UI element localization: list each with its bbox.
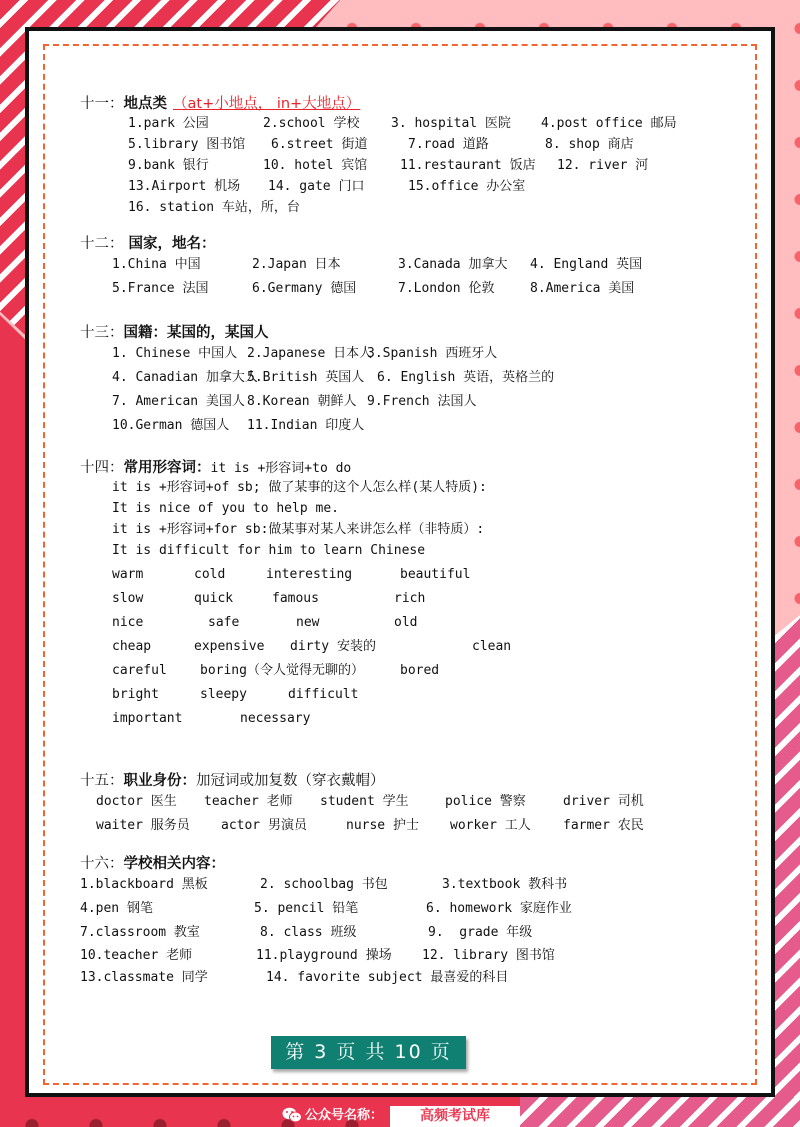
section-heading: 地点类 <box>123 96 167 112</box>
vocab-item: 10. hotel 宾馆 <box>263 158 368 173</box>
vocab-item: 2.Japan 日本 <box>252 257 341 272</box>
vocab-item: 4. Canadian 加拿大人 <box>112 370 258 385</box>
vocab-row <box>112 707 730 731</box>
section-title <box>80 769 730 790</box>
vocab-item: 1.park 公园 <box>128 116 209 131</box>
vocab-item: necessary <box>240 711 311 726</box>
section-heading: 职业身份： <box>123 773 196 789</box>
section-title <box>80 456 730 477</box>
vocab-row <box>80 897 730 921</box>
vocab-row <box>112 390 730 414</box>
section-places <box>80 92 730 218</box>
grammar-line: It is difficult for him to learn Chinese <box>112 543 426 558</box>
section-note: （at+小地点， in+大地点） <box>173 96 361 112</box>
vocab-item: nurse 护士 <box>346 818 419 833</box>
section-number: 十六： <box>80 856 124 872</box>
vocab-item: beautiful <box>400 567 471 582</box>
vocab-item: 8. class 班级 <box>260 925 357 940</box>
vocab-item: 4. England 英国 <box>530 257 643 272</box>
vocab-item: 12. library 图书馆 <box>422 948 555 963</box>
vocab-item: 4.pen 钢笔 <box>80 901 153 916</box>
vocab-row <box>80 873 730 897</box>
vocab-item: important <box>112 711 183 726</box>
vocab-item: 10.German 德国人 <box>112 418 230 433</box>
vocab-item: 2. schoolbag 书包 <box>260 877 388 892</box>
border-right-bottom-stripes <box>775 615 800 1127</box>
vocab-item: nice <box>112 615 144 630</box>
section-heading: 常用形容词： <box>123 460 211 476</box>
vocab-item: 1.China 中国 <box>112 257 201 272</box>
section-subheading: 加冠词或加复数（穿衣戴帽） <box>196 773 385 789</box>
border-left-top-stripes <box>0 0 25 335</box>
vocab-item: 14. favorite subject 最喜爱的科目 <box>266 970 509 985</box>
vocab-item: 9. grade 年级 <box>428 925 533 940</box>
vocab-item: 8.America 美国 <box>530 281 635 296</box>
vocab-row <box>112 366 730 390</box>
vocab-item: 6.Germany 德国 <box>252 281 357 296</box>
vocab-row <box>128 176 730 197</box>
vocab-row <box>112 563 730 587</box>
vocab-item: 10.teacher 老师 <box>80 948 193 963</box>
vocab-row <box>128 155 730 176</box>
vocab-item: 9.bank 银行 <box>128 158 209 173</box>
section-heading: 学校相关内容： <box>123 856 225 872</box>
section-school <box>80 852 730 989</box>
vocab-item: 5.British 英国人 <box>247 370 365 385</box>
section-heading: 国家，地名： <box>123 236 216 252</box>
vocab-row <box>112 587 730 611</box>
vocab-item: boring（令人觉得无聊的） <box>200 663 364 678</box>
section-nationalities <box>80 321 730 438</box>
vocab-item: bright <box>112 687 159 702</box>
vocab-item: teacher 老师 <box>204 794 293 809</box>
border-left-bottom-red <box>0 315 25 1127</box>
vocab-item: 7.classroom 教室 <box>80 925 200 940</box>
border-bottom-right-stripes <box>520 1097 800 1127</box>
vocab-item: sleepy <box>200 687 247 702</box>
vocab-item: 14. gate 门口 <box>268 179 365 194</box>
vocab-item: difficult <box>288 687 359 702</box>
vocab-item: actor 男演员 <box>221 818 307 833</box>
vocab-row <box>80 945 730 967</box>
vocab-item: doctor 医生 <box>96 794 177 809</box>
vocab-row <box>128 197 730 218</box>
page-number-badge: 第 3 页 共 10 页 <box>271 1036 466 1069</box>
footer-account-label: 公众号名称： <box>305 1108 384 1123</box>
section-title <box>80 852 730 873</box>
vocab-item: 6.street 街道 <box>271 137 368 152</box>
document-content <box>80 92 730 1003</box>
vocab-item: 8.Korean 朝鲜人 <box>247 394 357 409</box>
vocab-row <box>112 659 730 683</box>
vocab-item: new <box>296 615 320 630</box>
vocab-item: 12. river 河 <box>557 158 649 173</box>
vocab-item: 5.library 图书馆 <box>128 137 246 152</box>
grammar-line: It is nice of you to help me. <box>112 501 339 516</box>
vocab-row <box>96 814 730 838</box>
vocab-item: worker 工人 <box>450 818 531 833</box>
section-number: 十五： <box>80 773 124 789</box>
vocab-item: 5. pencil 铅笔 <box>254 901 359 916</box>
vocab-item: 2.school 学校 <box>263 116 360 131</box>
vocab-item: 8. shop 商店 <box>545 137 634 152</box>
vocab-item: 16. station 车站，所，台 <box>128 200 300 215</box>
vocab-item: rich <box>394 591 426 606</box>
vocab-row <box>128 134 730 155</box>
vocab-item: old <box>394 615 418 630</box>
vocab-row <box>112 253 730 277</box>
vocab-item: 3.Spanish 西班牙人 <box>367 346 498 361</box>
vocab-item: farmer 农民 <box>563 818 644 833</box>
grammar-line: it is +形容词+for sb:做某事对某人来讲怎么样（非特质）: <box>112 522 485 537</box>
vocab-row <box>128 113 730 134</box>
vocab-item: interesting <box>266 567 353 582</box>
vocab-row <box>112 683 730 707</box>
vocab-item: careful <box>112 663 167 678</box>
section-number: 十四： <box>80 460 124 476</box>
vocab-item: 7. American 美国人 <box>112 394 245 409</box>
vocab-item: student 学生 <box>320 794 409 809</box>
vocab-item: cheap <box>112 639 152 654</box>
section-title <box>80 321 730 342</box>
vocab-item: driver 司机 <box>563 794 644 809</box>
section-number: 十二： <box>80 236 124 252</box>
vocab-item: 13.classmate 同学 <box>80 970 208 985</box>
vocab-item: police 警察 <box>445 794 526 809</box>
vocab-item: slow <box>112 591 144 606</box>
section-countries <box>80 232 730 301</box>
grammar-line: it is +形容词+of sb; 做了某事的这个人怎么样(某人特质): <box>112 480 487 495</box>
vocab-item: 11.playground 操场 <box>256 948 392 963</box>
vocab-item: 1.blackboard 黑板 <box>80 877 208 892</box>
border-top-left-stripes <box>0 0 340 27</box>
vocab-item: 4.post office 邮局 <box>541 116 677 131</box>
vocab-item: 11.Indian 印度人 <box>247 418 365 433</box>
section-title <box>80 232 730 253</box>
vocab-item: 6. homework 家庭作业 <box>426 901 572 916</box>
vocab-item: 7.road 道路 <box>408 137 489 152</box>
vocab-item: 6. English 英语，英格兰的 <box>377 370 555 385</box>
vocab-item: waiter 服务员 <box>96 818 190 833</box>
wechat-icon <box>282 1107 302 1123</box>
vocab-item: cold <box>194 567 226 582</box>
section-number: 十一： <box>80 96 124 112</box>
vocab-item: clean <box>472 639 512 654</box>
vocab-item: 3. hospital 医院 <box>391 116 511 131</box>
vocab-item: 13.Airport 机场 <box>128 179 241 194</box>
vocab-item: 15.office 办公室 <box>408 179 526 194</box>
section-heading: 国籍：某国的，某国人 <box>123 325 269 341</box>
vocab-row <box>80 967 730 989</box>
vocab-item: bored <box>400 663 440 678</box>
footer-account-name: 高频考试库 <box>390 1106 520 1127</box>
vocab-item: 11.restaurant 饭店 <box>400 158 536 173</box>
vocab-item: dirty 安装的 <box>290 639 376 654</box>
vocab-row <box>112 277 730 301</box>
vocab-row <box>112 342 730 366</box>
vocab-item: expensive <box>194 639 265 654</box>
vocab-row <box>96 790 730 814</box>
section-title <box>80 92 730 113</box>
vocab-item: 3.textbook 教科书 <box>442 877 568 892</box>
section-number: 十三： <box>80 325 124 341</box>
vocab-row <box>80 921 730 945</box>
vocab-item: 1. Chinese 中国人 <box>112 346 238 361</box>
vocab-row <box>112 635 730 659</box>
vocab-item: 7.London 伦敦 <box>398 281 495 296</box>
vocab-item: famous <box>272 591 319 606</box>
vocab-row <box>112 611 730 635</box>
vocab-item: safe <box>208 615 240 630</box>
vocab-item: 3.Canada 加拿大 <box>398 257 508 272</box>
vocab-item: quick <box>194 591 234 606</box>
vocab-item: warm <box>112 567 144 582</box>
vocab-item: 2.Japanese 日本人 <box>247 346 373 361</box>
section-adjectives <box>80 456 730 731</box>
vocab-row <box>112 414 730 438</box>
vocab-item: 5.France 法国 <box>112 281 209 296</box>
vocab-item: 9.French 法国人 <box>367 394 477 409</box>
section-occupations <box>80 769 730 838</box>
section-subheading: it is +形容词+to do <box>210 461 352 476</box>
